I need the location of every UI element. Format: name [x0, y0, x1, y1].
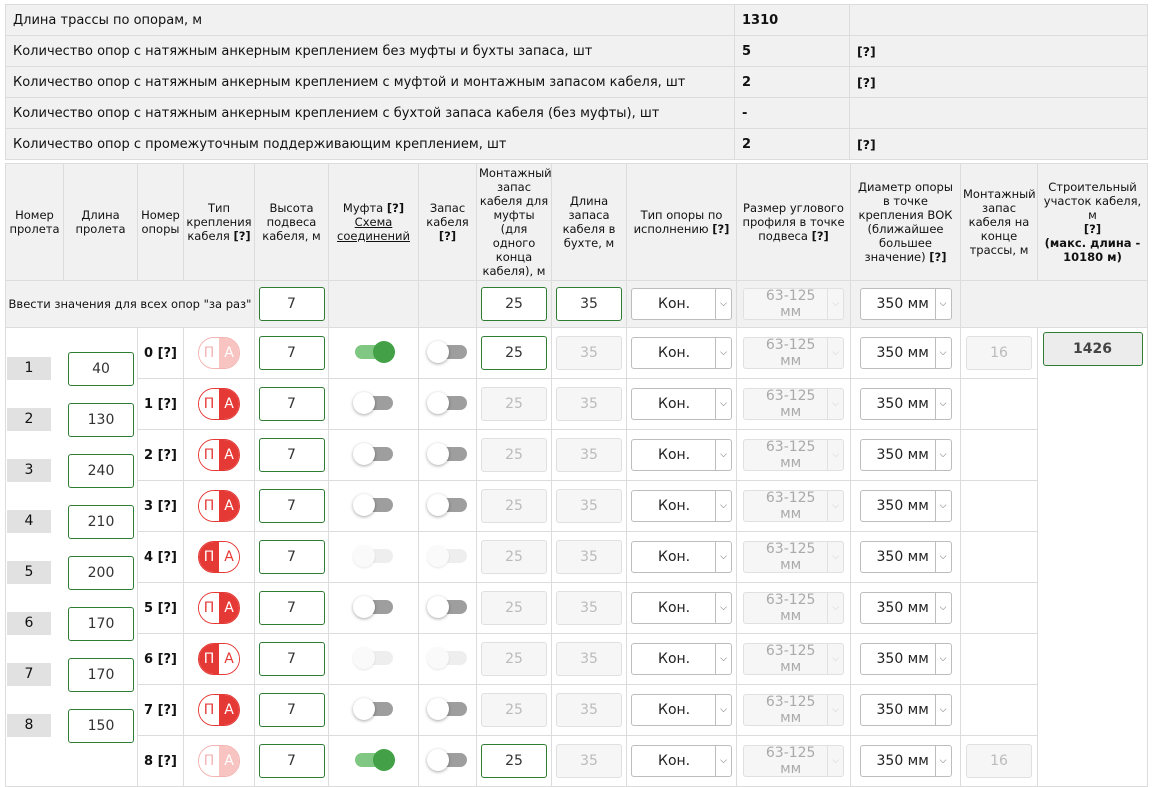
support-number[interactable]: 5 [?]	[144, 600, 177, 616]
fix-type-toggle[interactable]	[198, 439, 240, 471]
height-input[interactable]: 7	[259, 387, 325, 421]
profile-select: 63-125 мм ⌵	[743, 337, 844, 369]
fix-type-p[interactable]: П	[199, 491, 219, 521]
chevron-down-icon: ⌵	[827, 746, 843, 776]
mount-reserve-input[interactable]: 25	[481, 744, 547, 778]
chevron-down-icon: ⌵	[935, 542, 951, 572]
reserve-toggle	[427, 647, 469, 669]
all-height-input[interactable]: 7	[259, 287, 325, 321]
span-length-input[interactable]: 130	[68, 403, 134, 437]
support-row	[6, 532, 1148, 583]
chevron-down-icon: ⌵	[827, 593, 843, 623]
col-span-len: Длина пролета	[64, 164, 138, 281]
support-number[interactable]: 2 [?]	[144, 447, 177, 463]
chevron-down-icon: ⌵	[715, 440, 731, 470]
col-mount-reserve: Монтажный запас кабеля для муфты (для одного конца кабеля), м	[477, 164, 552, 281]
coil-len-input: 35	[556, 489, 622, 523]
height-input[interactable]: 7	[259, 489, 325, 523]
reserve-toggle[interactable]	[427, 443, 469, 465]
summary-row	[6, 36, 1148, 67]
chevron-down-icon: ⌵	[715, 542, 731, 572]
chevron-down-icon: ⌵	[827, 644, 843, 674]
coil-len-input: 35	[556, 438, 622, 472]
coil-len-input: 35	[556, 642, 622, 676]
summary-table	[5, 4, 1148, 160]
coil-len-input: 35	[556, 387, 622, 421]
fix-type-p[interactable]: П	[199, 644, 219, 674]
fix-type-a[interactable]: А	[219, 440, 239, 470]
diameter-select[interactable]: 350 мм ⌵	[860, 439, 952, 471]
summary-label: Количество опор с натяжным анкерным креплением с муфтой и монтажным запасом кабеля, шт	[6, 67, 735, 98]
fix-type-a[interactable]: А	[219, 338, 239, 368]
support-type-select[interactable]: Кон. ⌵	[631, 439, 732, 471]
support-type-select[interactable]: Кон. ⌵	[631, 490, 732, 522]
profile-select: 63-125 мм ⌵	[743, 541, 844, 573]
chevron-down-icon: ⌵	[935, 746, 951, 776]
section-length-value: 1426	[1043, 332, 1143, 366]
profile-select: 63-125 мм ⌵	[743, 439, 844, 471]
mount-reserve-input[interactable]: 25	[481, 336, 547, 370]
col-reserve: Запас кабеля [?]	[419, 164, 477, 281]
support-row	[6, 634, 1148, 685]
chevron-down-icon: ⌵	[715, 338, 731, 368]
diameter-select[interactable]: 350 мм ⌵	[860, 694, 952, 726]
col-fix-type: Тип крепления кабеля [?]	[184, 164, 255, 281]
scheme-link[interactable]: Схема соединений	[337, 215, 410, 243]
fix-type-p[interactable]: П	[199, 746, 219, 776]
profile-select: 63-125 мм ⌵	[743, 643, 844, 675]
help-link[interactable]: [?]	[929, 250, 947, 264]
support-number[interactable]: 3 [?]	[144, 498, 177, 514]
support-type-select[interactable]: Кон. ⌵	[631, 541, 732, 573]
chevron-down-icon: ⌵	[715, 746, 731, 776]
span-length-input[interactable]: 170	[68, 607, 134, 641]
coupling-toggle[interactable]	[353, 341, 395, 363]
height-input[interactable]: 7	[259, 642, 325, 676]
fix-type-a[interactable]: А	[219, 491, 239, 521]
all-mount-reserve-input[interactable]: 25	[481, 287, 547, 321]
diameter-select[interactable]: 350 мм ⌵	[860, 388, 952, 420]
end-reserve-input: 16	[966, 336, 1032, 370]
help-link[interactable]: [?]	[386, 201, 405, 215]
spans-list	[6, 328, 137, 779]
chevron-down-icon: ⌵	[827, 440, 843, 470]
support-row	[6, 481, 1148, 532]
fix-type-a[interactable]: А	[219, 593, 239, 623]
chevron-down-icon: ⌵	[715, 289, 731, 319]
reserve-toggle[interactable]	[427, 698, 469, 720]
chevron-down-icon: ⌵	[935, 644, 951, 674]
chevron-down-icon: ⌵	[715, 389, 731, 419]
summary-row	[6, 67, 1148, 98]
col-end-reserve: Монтажный запас кабеля на конце трассы, м	[961, 164, 1038, 281]
diameter-select[interactable]: 350 мм ⌵	[860, 592, 952, 624]
mount-reserve-input: 25	[481, 438, 547, 472]
summary-label: Количество опор с натяжным анкерным креплением с бухтой запаса кабеля (без муфты), шт	[6, 98, 735, 129]
coil-len-input: 35	[556, 336, 622, 370]
support-row	[6, 328, 1148, 379]
fix-type-toggle[interactable]	[198, 694, 240, 726]
fix-type-toggle[interactable]	[198, 490, 240, 522]
height-input[interactable]: 7	[259, 438, 325, 472]
diameter-select[interactable]: 350 мм ⌵	[860, 337, 952, 369]
chevron-down-icon: ⌵	[715, 695, 731, 725]
help-link[interactable]: [?]	[233, 229, 251, 243]
support-number[interactable]: 6 [?]	[144, 651, 177, 667]
fix-type-p[interactable]: П	[199, 542, 219, 572]
span-length-input[interactable]: 150	[68, 709, 134, 743]
support-number[interactable]: 4 [?]	[144, 549, 177, 565]
all-profile-select: 63-125 мм ⌵	[743, 288, 844, 320]
spans-column	[6, 328, 138, 787]
reserve-toggle[interactable]	[427, 341, 469, 363]
height-input[interactable]: 7	[259, 591, 325, 625]
col-section: Строительный участок кабеля, м [?] (макс. длина - 10180 м)	[1038, 164, 1148, 281]
chevron-down-icon: ⌵	[827, 695, 843, 725]
col-diameter: Диаметр опоры в точке крепления ВОК (ближайшее большее значение) [?]	[851, 164, 961, 281]
support-type-select[interactable]: Кон. ⌵	[631, 694, 732, 726]
col-coil-len: Длина запаса кабеля в бухте, м	[552, 164, 627, 281]
col-support-num: Номер опоры	[138, 164, 184, 281]
support-type-select[interactable]: Кон. ⌵	[631, 388, 732, 420]
table-header-row	[6, 164, 1148, 281]
coupling-toggle[interactable]	[353, 749, 395, 771]
support-number[interactable]: 1 [?]	[144, 396, 177, 412]
summary-value: 5	[735, 36, 850, 67]
coil-len-input: 35	[556, 693, 622, 727]
col-profile: Размер углового профиля в точке подвеса [?]	[737, 164, 851, 281]
summary-hint[interactable]: [?]	[850, 129, 1148, 160]
span-number: 4	[7, 510, 51, 533]
all-support-type-select[interactable]: Кон. ⌵	[631, 288, 732, 320]
span-number: 3	[7, 459, 51, 482]
chevron-down-icon: ⌵	[935, 338, 951, 368]
fix-type-p[interactable]: П	[199, 389, 219, 419]
profile-select: 63-125 мм ⌵	[743, 490, 844, 522]
coupling-toggle	[353, 647, 395, 669]
support-number[interactable]: 7 [?]	[144, 702, 177, 718]
coil-len-input: 35	[556, 744, 622, 778]
chevron-down-icon: ⌵	[935, 491, 951, 521]
support-row	[6, 379, 1148, 430]
reserve-toggle	[427, 545, 469, 567]
fix-type-toggle[interactable]	[198, 643, 240, 675]
span-number: 6	[7, 612, 51, 635]
all-supports-row	[6, 281, 1148, 328]
col-coupling: Муфта [?] Схема соединений	[329, 164, 419, 281]
support-type-select[interactable]: Кон. ⌵	[631, 592, 732, 624]
fix-type-toggle[interactable]	[198, 388, 240, 420]
all-diameter-select[interactable]: 350 мм ⌵	[860, 288, 952, 320]
span-length-input[interactable]: 40	[68, 352, 134, 386]
mount-reserve-input: 25	[481, 540, 547, 574]
fix-type-p[interactable]: П	[199, 593, 219, 623]
coupling-toggle	[353, 545, 395, 567]
mount-reserve-input: 25	[481, 693, 547, 727]
fix-type-a[interactable]: А	[219, 389, 239, 419]
help-link[interactable]: [?]	[712, 222, 730, 236]
span-length-input[interactable]: 210	[68, 505, 134, 539]
reserve-toggle[interactable]	[427, 494, 469, 516]
span-number: 7	[7, 663, 51, 686]
mount-reserve-input: 25	[481, 387, 547, 421]
support-type-select[interactable]: Кон. ⌵	[631, 643, 732, 675]
support-number[interactable]: 8 [?]	[144, 753, 177, 769]
fix-type-p[interactable]: П	[199, 695, 219, 725]
coupling-toggle[interactable]	[353, 596, 395, 618]
height-input[interactable]: 7	[259, 540, 325, 574]
span-number: 1	[7, 357, 51, 380]
chevron-down-icon: ⌵	[827, 338, 843, 368]
chevron-down-icon: ⌵	[827, 542, 843, 572]
chevron-down-icon: ⌵	[827, 389, 843, 419]
support-number[interactable]: 0 [?]	[144, 345, 177, 361]
span-number: 8	[7, 714, 51, 737]
profile-select: 63-125 мм ⌵	[743, 694, 844, 726]
coupling-toggle[interactable]	[353, 494, 395, 516]
chevron-down-icon: ⌵	[935, 289, 951, 319]
summary-row	[6, 98, 1148, 129]
diameter-select[interactable]: 350 мм ⌵	[860, 745, 952, 777]
chevron-down-icon: ⌵	[935, 695, 951, 725]
coil-len-input: 35	[556, 540, 622, 574]
span-number: 2	[7, 408, 51, 431]
fix-type-a[interactable]: А	[219, 542, 239, 572]
span-number: 5	[7, 561, 51, 584]
diameter-select[interactable]: 350 мм ⌵	[860, 490, 952, 522]
height-input[interactable]: 7	[259, 744, 325, 778]
coil-len-input: 35	[556, 591, 622, 625]
fix-type-p[interactable]: П	[199, 338, 219, 368]
support-row	[6, 685, 1148, 736]
fix-type-toggle[interactable]	[198, 541, 240, 573]
fix-type-toggle[interactable]	[198, 592, 240, 624]
chevron-down-icon: ⌵	[715, 593, 731, 623]
height-input[interactable]: 7	[259, 693, 325, 727]
support-row	[6, 430, 1148, 481]
span-length-input[interactable]: 240	[68, 454, 134, 488]
summary-value: -	[735, 98, 850, 129]
summary-label: Длина трассы по опорам, м	[6, 5, 735, 36]
all-coil-len-input[interactable]: 35	[556, 287, 622, 321]
help-link[interactable]: [?]	[438, 229, 457, 243]
span-length-input[interactable]: 200	[68, 556, 134, 590]
chevron-down-icon: ⌵	[935, 593, 951, 623]
reserve-toggle[interactable]	[427, 392, 469, 414]
summary-hint	[850, 98, 1148, 129]
summary-value: 2	[735, 67, 850, 98]
fix-type-a[interactable]: А	[219, 644, 239, 674]
summary-value: 2	[735, 129, 850, 160]
summary-label: Количество опор с промежуточным поддерживающим креплением, шт	[6, 129, 735, 160]
fix-type-toggle[interactable]	[198, 337, 240, 369]
supports-table	[5, 163, 1148, 787]
fix-type-p[interactable]: П	[199, 440, 219, 470]
mount-reserve-input: 25	[481, 642, 547, 676]
summary-hint[interactable]: [?]	[850, 36, 1148, 67]
mount-reserve-input: 25	[481, 489, 547, 523]
chevron-down-icon: ⌵	[935, 440, 951, 470]
chevron-down-icon: ⌵	[715, 644, 731, 674]
support-row	[6, 736, 1148, 787]
fix-type-toggle[interactable]	[198, 745, 240, 777]
span-length-input[interactable]: 170	[68, 658, 134, 692]
col-height: Высота подвеса кабеля, м	[255, 164, 329, 281]
diameter-select[interactable]: 350 мм ⌵	[860, 541, 952, 573]
profile-select: 63-125 мм ⌵	[743, 745, 844, 777]
all-supports-label: Ввести значения для всех опор "за раз"	[6, 281, 255, 328]
support-type-select[interactable]: Кон. ⌵	[631, 745, 732, 777]
diameter-select[interactable]: 350 мм ⌵	[860, 643, 952, 675]
summary-row	[6, 5, 1148, 36]
chevron-down-icon: ⌵	[827, 491, 843, 521]
mount-reserve-input: 25	[481, 591, 547, 625]
chevron-down-icon: ⌵	[935, 389, 951, 419]
summary-label: Количество опор с натяжным анкерным креплением без муфты и бухты запаса, шт	[6, 36, 735, 67]
end-reserve-input: 16	[966, 744, 1032, 778]
chevron-down-icon: ⌵	[715, 491, 731, 521]
reserve-toggle[interactable]	[427, 596, 469, 618]
coupling-toggle[interactable]	[353, 698, 395, 720]
chevron-down-icon: ⌵	[827, 289, 843, 319]
support-type-select[interactable]: Кон. ⌵	[631, 337, 732, 369]
profile-select: 63-125 мм ⌵	[743, 388, 844, 420]
support-row	[6, 583, 1148, 634]
reserve-toggle[interactable]	[427, 749, 469, 771]
fix-type-a[interactable]: А	[219, 695, 239, 725]
summary-hint[interactable]: [?]	[850, 67, 1148, 98]
summary-row	[6, 129, 1148, 160]
summary-hint	[850, 5, 1148, 36]
height-input[interactable]: 7	[259, 336, 325, 370]
col-span-num: Номер пролета	[6, 164, 64, 281]
profile-select: 63-125 мм ⌵	[743, 592, 844, 624]
fix-type-a[interactable]: А	[219, 746, 239, 776]
summary-value: 1310	[735, 5, 850, 36]
help-link[interactable]: [?]	[811, 229, 829, 243]
coupling-toggle[interactable]	[353, 392, 395, 414]
help-link[interactable]: [?]	[1083, 222, 1102, 236]
col-support-type: Тип опоры по исполнению [?]	[627, 164, 737, 281]
coupling-toggle[interactable]	[353, 443, 395, 465]
